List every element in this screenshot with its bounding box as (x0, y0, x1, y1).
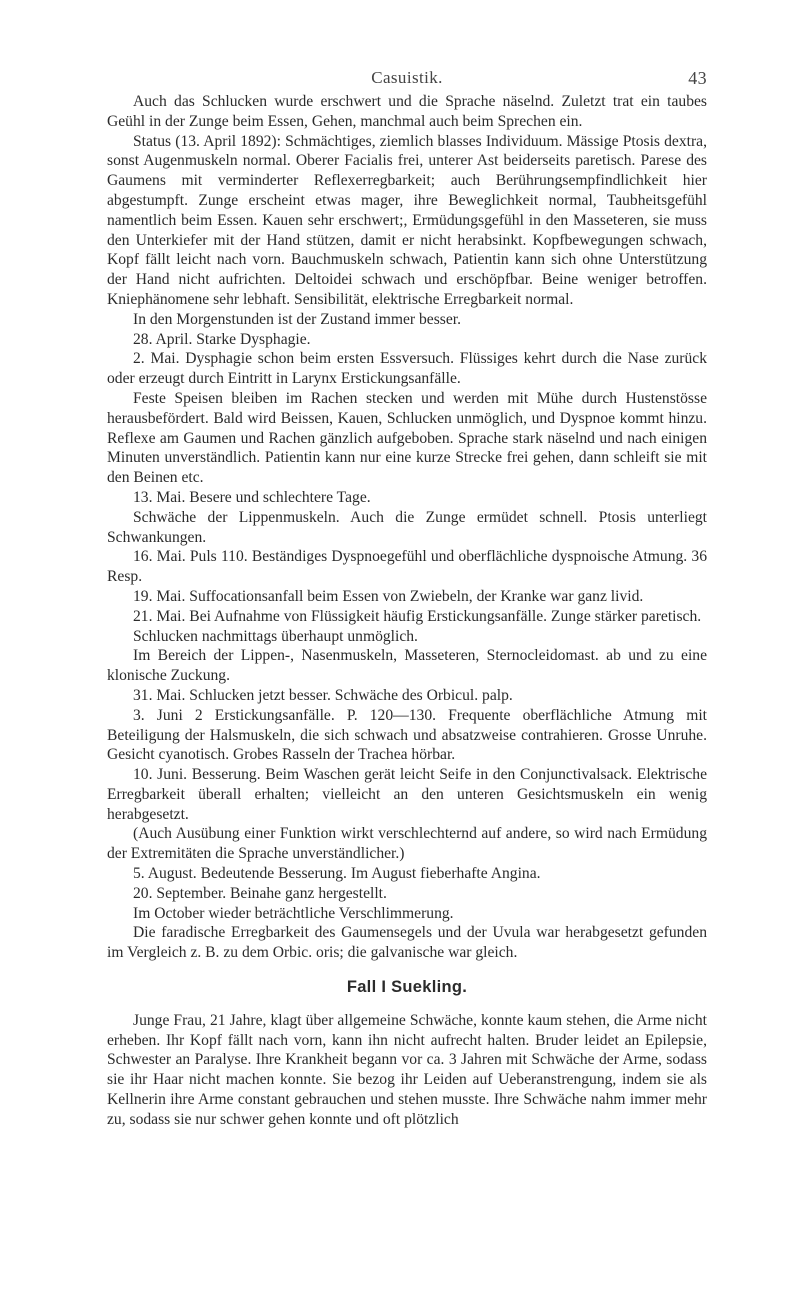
paragraph: 16. Mai. Puls 110. Beständiges Dyspnoegefühl und oberflächliche dyspnoische Atmung. 36 Resp. (107, 548, 707, 586)
running-head-title: Casuistik. (371, 68, 443, 87)
case-report-text (107, 92, 707, 963)
paragraph: 31. Mai. Schlucken jetzt besser. Schwäche des Orbicul. palp. (133, 686, 513, 704)
paragraph: 13. Mai. Besere und schlechtere Tage. (133, 488, 371, 506)
paragraph: 28. April. Starke Dysphagie. (133, 330, 311, 348)
paragraph: Status (13. April 1892): Schmächtiges, ziemlich blasses Individuum. Mässige Ptosis dextra, sonst Augenmuskeln normal. Oberer Facialis frei, unterer Ast beiderseits paretisch. Parese des Gaumens mit verminderter Reflexerregbarkeit; auch Berührungsempfindlichkeit hier abgestumpft. Zunge erscheint etwas mager, ihre Beweglichkeit normal, Taubheitsgefühl namentlich beim Essen. Kauen sehr erschwert;, Ermüdungsgefühl in den Masseteren, sie muss den Unterkiefer mit der Hand stützen, damit er nicht herabsinkt. Kopfbewegungen schwach, Kopf fällt leicht nach vorn. Bauchmuskeln schwach, Patientin kann sich ohne Unterstützung der Hand nicht aufrichten. Deltoidei schwach und erschöpfbar. Beine weniger betroffen. Kniephänomene sehr lebhaft. Sensibilität, elektrische Erregbarkeit normal. (107, 132, 707, 308)
paragraph: 20. September. Beinahe ganz hergestellt. (133, 884, 387, 902)
paragraph: (Auch Ausübung einer Funktion wirkt verschlechternd auf andere, so wird nach Ermüdung der Extremitäten die Sprache unverständlicher.) (107, 825, 707, 863)
page-number: 43 (688, 68, 707, 88)
paragraph: 5. August. Bedeutende Besserung. Im August fieberhafte Angina. (133, 865, 541, 883)
paragraph: 10. Juni. Besserung. Beim Waschen gerät leicht Seife in den Conjunctivalsack. Elektrische Erregbarkeit überall erhalten; vielleicht an den unteren Gesichtsmuskeln ein wenig herabgesetzt. (107, 766, 707, 823)
paragraph: 3. Juni 2 Erstickungsanfälle. P. 120—130. Frequente oberflächliche Atmung mit Beteiligung der Halsmuskeln, die sich schwach und absatzweise contrahieren. Grosse Unruhe. Gesicht cyanotisch. Grobes Rasseln der Trachea hörbar. (107, 706, 707, 764)
paragraph: Feste Speisen bleiben im Rachen stecken und werden mit Mühe durch Hustenstösse herausbefördert. Bald wird Beissen, Kauen, Schlucken unmöglich, und Dyspnoe kommt hinzu. Reflexe am Gaumen und Rachen gänzlich aufgeboben. Sprache stark näselnd und nach einigen Minuten unverständlich. Patientin kann nur eine kurze Strecke frei gehen, dann schleift sie mit den Beinen etc. (107, 389, 707, 487)
paragraph: 21. Mai. Bei Aufnahme von Flüssigkeit häufig Erstickungsanfälle. Zunge stärker paretisch. (133, 607, 702, 625)
paragraph: 2. Mai. Dysphagie schon beim ersten Essversuch. Flüssiges kehrt durch die Nase zurück oder erzeugt durch Eintritt in Larynx Erstickungsanfälle. (107, 350, 707, 388)
paragraph: Im Bereich der Lippen-, Nasenmuskeln, Masseteren, Sternocleidomast. ab und zu eine klonische Zuckung. (107, 647, 707, 685)
paragraph: Schwäche der Lippenmuskeln. Auch die Zunge ermüdet schnell. Ptosis unterliegt Schwankungen. (107, 508, 707, 546)
paragraph: In den Morgenstunden ist der Zustand immer besser. (133, 310, 461, 328)
paragraph: 19. Mai. Suffocationsanfall beim Essen von Zwiebeln, der Kranke war ganz livid. (133, 587, 644, 605)
book-page (107, 68, 707, 1130)
case-heading: Fall I Suekling. (346, 978, 468, 997)
paragraph: Auch das Schlucken wurde erschwert und die Sprache näselnd. Zuletzt trat ein taubes Geühl in der Zunge beim Essen, Gehen, manchmal auch beim Sprechen ein. (107, 93, 707, 130)
paragraph: Junge Frau, 21 Jahre, klagt über allgemeine Schwäche, konnte kaum stehen, die Arme nicht erheben. Ihr Kopf fällt nach vorn, kann ihn nicht aufrecht halten. Bruder leidet an Epilepsie, Schwester an Paralyse. Ihre Krankheit begann vor ca. 3 Jahren mit Schwäche der Arme, sodass sie ihr Haar nicht machen konnte. Sie bezog ihr Leiden auf Ueberanstrengung, indem sie als Kellnerin ihre Arme constant gebrauchen und stehen musste. Ihre Schwäche nahm immer mehr zu, sodass sie nur schwer gehen konnte und oft plötzlich (107, 1011, 707, 1128)
running-head (107, 68, 707, 92)
paragraph: Im October wieder beträchtliche Verschlimmerung. (133, 904, 454, 922)
paragraph: Die faradische Erregbarkeit des Gaumensegels und der Uvula war herabgesetzt gefunden im Vergleich z. B. zu dem Orbic. oris; die galvanische war gleich. (107, 924, 707, 962)
paragraph: Schlucken nachmittags überhaupt unmöglich. (133, 627, 418, 645)
case-text (107, 1011, 707, 1130)
